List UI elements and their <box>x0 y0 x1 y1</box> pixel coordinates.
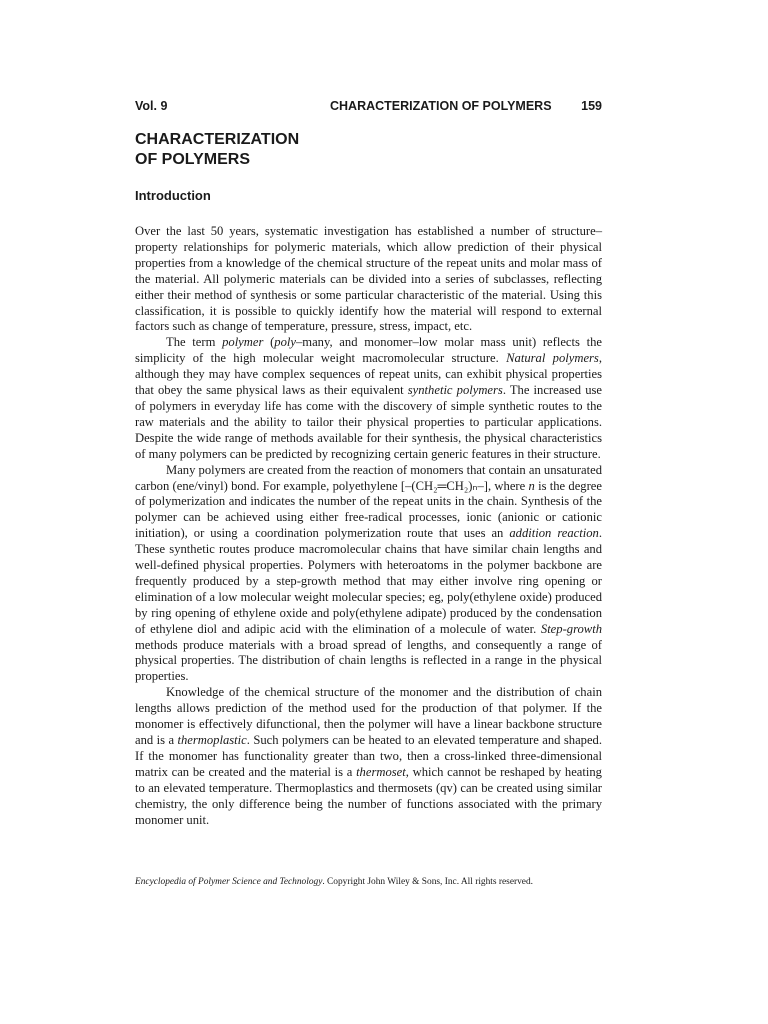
text-run: . The increased use of polymers in everyday life has come with the discovery of simple synthetic routes to the raw materials and the ability to tailor their physical properties to particular applications. Despite the wide range of methods available for their synthesis, the physical characteristics of many polymers can be predicted by recognizing certain generic features in their structure. <box>135 383 602 461</box>
page-number: 159 <box>581 99 602 113</box>
paragraph <box>135 685 602 828</box>
text-run: is the degree of polymerization and indicates the number of the repeat units in the chain. Synthesis of the polymer can be achieved using either free-radical processes, ionic (anionic or cationic initiation), or using a coordination polymerization route that uses an <box>135 478 602 541</box>
italic-term: Step-growth <box>540 621 602 636</box>
body-text <box>135 224 602 828</box>
journal-name: Encyclopedia of Polymer Science and Technology <box>135 877 323 887</box>
text-run: methods produce materials with a broad spread of lengths, and consequently a range of physical properties. The distribution of chain lengths is reflected in a range in the physical properties. <box>135 637 602 684</box>
section-heading: Introduction <box>135 188 211 203</box>
text-run: Knowledge of the chemical structure of the monomer and the distribution of chain lengths allows prediction of the method used for the production of that polymer. If the monomer is effectively difunctional, then the polymer will have a linear backbone structure and is a <box>135 685 602 747</box>
italic-term: thermoset <box>356 764 406 779</box>
copyright-footer <box>135 876 602 888</box>
italic-term: n <box>528 478 535 493</box>
text-run: Over the last 50 years, systematic investigation has established a number of structure–property relationships for polymeric materials, which allow prediction of their physical properties from a knowledge of the chemical structure of the repeat units and molar mass of the material. All polymeric materials can be divided into a series of subclasses, reflecting either their method of synthesis or some particular characteristic of the material. Using this classification, it is possible to quickly identify how the material will respond to external factors such as change of temperature, pressure, stress, impact, etc. <box>135 224 602 334</box>
text-run: The term <box>166 335 223 350</box>
running-title: CHARACTERIZATION OF POLYMERS <box>330 99 552 113</box>
text-run: , which cannot be reshaped by heating to an elevated temperature. Thermoplastics and thermosets (qv) can be created using similar chemistry, the only difference being the number of functions associated with the primary monomer unit. <box>135 764 602 827</box>
article-title <box>135 130 602 170</box>
italic-term: Natural polymers <box>506 351 599 366</box>
article-title-line-2: OF POLYMERS <box>135 151 250 168</box>
italic-term: synthetic polymers <box>407 383 503 398</box>
paragraph <box>135 335 602 462</box>
text-run: ( <box>263 335 275 350</box>
italic-term: polymer <box>222 335 264 350</box>
volume-label: Vol. 9 <box>135 99 168 113</box>
text-run: Many polymers are created from the reaction of monomers that contain an unsaturated carbon (ene/vinyl) bond. For example, polyethylene [–(CH₂═CH₂)ₙ–], where <box>135 462 602 493</box>
italic-term: thermoplastic <box>177 733 247 747</box>
page-content <box>135 96 602 828</box>
paragraph <box>135 224 602 335</box>
text-run: . These synthetic routes produce macromolecular chains that have similar chain lengths and well-defined physical properties. Polymers with heteroatoms in the polymer backbone are frequently produced by a step-growth method that may either involve ring opening or elimination of a low molecular weight molecular species; eg, poly(ethylene oxide) produced by ring opening of ethylene oxide and poly(ethylene adipate) produced by the condensation of ethylene diol and adipic acid with the elimination of a molecule of water. <box>135 526 602 636</box>
text-run: , although they may have complex sequences of repeat units, can exhibit physical properties that obey the same physical laws as their equivalent <box>135 351 602 398</box>
article-title-line-1: CHARACTERIZATION <box>135 131 300 148</box>
text-run: . Such polymers can be heated to an elevated temperature and shaped. If the monomer has functionality greater than two, then a cross-linked three-dimensional matrix can be created and the material is a <box>135 733 603 779</box>
italic-term: addition reaction <box>509 526 599 541</box>
copyright-text: . Copyright John Wiley & Sons, Inc. All rights reserved. <box>322 877 533 887</box>
running-header <box>135 96 602 118</box>
text-run: –many, and monomer–low molar mass unit) reflects the simplicity of the high molecular weight macromolecular structure. <box>135 335 603 366</box>
paragraph <box>135 463 602 686</box>
italic-term: poly <box>274 335 296 350</box>
